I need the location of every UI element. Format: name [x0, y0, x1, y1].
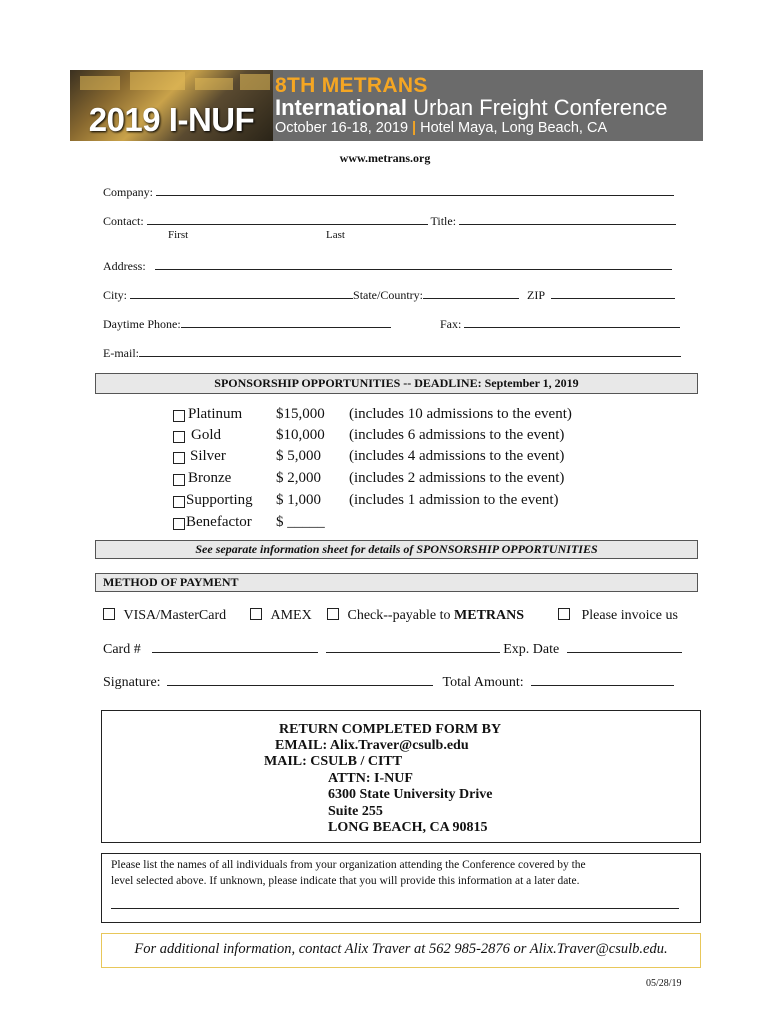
bronze-checkbox[interactable]	[173, 474, 185, 486]
signature-row	[103, 674, 674, 691]
zip-label: ZIP	[527, 288, 545, 302]
fax-label: Fax:	[440, 317, 462, 331]
city-row	[103, 287, 675, 303]
phone-row	[103, 316, 391, 332]
fax-field[interactable]	[464, 316, 680, 328]
email-row	[103, 345, 681, 361]
return-email: EMAIL: Alix.Traver@csulb.edu	[275, 738, 469, 753]
gold-checkbox[interactable]	[173, 431, 185, 443]
signature-field[interactable]	[167, 674, 433, 686]
signature-label: Signature:	[103, 675, 161, 690]
tier-name: Gold	[191, 427, 221, 443]
attendee-names-box	[101, 853, 701, 923]
tier-row	[0, 470, 770, 492]
total-amount-field[interactable]	[531, 674, 674, 686]
amex-option[interactable]	[250, 608, 312, 624]
supporting-checkbox[interactable]	[173, 496, 185, 508]
tier-price: $ 2,000	[276, 470, 321, 486]
tier-row	[0, 492, 770, 514]
exp-date-field[interactable]	[567, 641, 682, 653]
sponsorship-tiers	[0, 406, 770, 538]
platinum-checkbox[interactable]	[173, 410, 185, 422]
contact-info-text: For additional information, contact Alix Traver at 562 985-2876 or Alix.Traver@csulb.edu.	[134, 941, 668, 957]
tier-description: (includes 6 admissions to the event)	[349, 427, 565, 443]
address-field[interactable]	[155, 258, 672, 270]
contact-label: Contact:	[103, 214, 144, 228]
return-attn: ATTN: I-NUF	[328, 771, 413, 786]
tier-name: Benefactor	[186, 514, 252, 530]
company-label: Company:	[103, 185, 153, 199]
banner-conference-name: International Urban Freight Conference	[275, 95, 668, 120]
amex-checkbox[interactable]	[250, 608, 262, 620]
city-label: City:	[103, 288, 128, 302]
attendee-names-field[interactable]	[111, 908, 679, 909]
state-country-field[interactable]	[423, 287, 519, 299]
website-url: www.metrans.org	[339, 151, 431, 165]
title-field[interactable]	[459, 213, 676, 225]
company-row	[103, 184, 674, 200]
card-row	[103, 641, 682, 658]
amex-label: AMEX	[270, 608, 312, 623]
contact-field[interactable]	[147, 213, 428, 225]
return-instructions-box	[101, 710, 701, 843]
names-instructions-2: level selected above. If unknown, please indicate that you will provide this information at a later date.	[111, 875, 580, 887]
company-field[interactable]	[156, 184, 674, 196]
visa-checkbox[interactable]	[103, 608, 115, 620]
tier-name: Supporting	[186, 492, 253, 508]
card-number-field-1[interactable]	[152, 641, 318, 653]
visa-label: VISA/MasterCard	[123, 608, 227, 623]
names-instructions-1: Please list the names of all individuals from your organization attending the Conference covered by the	[111, 859, 586, 871]
tier-price: $ 1,000	[276, 492, 321, 508]
benefactor-amount-field[interactable]: $ _____	[276, 514, 325, 530]
tier-name: Bronze	[188, 470, 232, 486]
check-checkbox[interactable]	[327, 608, 339, 620]
contact-row	[103, 213, 676, 229]
state-country-label: State/Country:	[353, 288, 424, 302]
visa-option[interactable]	[103, 608, 226, 624]
first-name-label: First	[168, 229, 189, 241]
title-label: Title:	[430, 214, 457, 228]
tier-description: (includes 4 admissions to the event)	[349, 448, 565, 464]
check-label: Check--payable to METRANS	[347, 608, 525, 623]
conference-banner	[70, 70, 703, 141]
tier-row	[0, 514, 770, 536]
last-name-label: Last	[326, 229, 345, 241]
city-field[interactable]	[130, 287, 353, 299]
contact-info-box	[101, 933, 701, 968]
banner-dates-venue: October 16-18, 2019 | Hotel Maya, Long Beach, CA	[275, 120, 608, 136]
address-label: Address:	[103, 259, 146, 273]
return-mail: MAIL: CSULB / CITT	[264, 754, 403, 769]
invoice-option[interactable]	[558, 608, 678, 624]
exp-date-label: Exp. Date	[503, 642, 560, 657]
return-street: 6300 State University Drive	[328, 787, 493, 802]
tier-description: (includes 1 admission to the event)	[349, 492, 559, 508]
zip-field[interactable]	[551, 287, 675, 299]
return-suite: Suite 255	[328, 804, 383, 819]
invoice-label: Please invoice us	[581, 608, 678, 623]
card-number-field-2[interactable]	[326, 641, 500, 653]
banner-edition: 8TH METRANS	[275, 74, 428, 97]
total-amount-label: Total Amount:	[442, 675, 524, 690]
email-label: E-mail:	[103, 346, 139, 360]
tier-name: Platinum	[188, 406, 243, 422]
invoice-checkbox[interactable]	[558, 608, 570, 620]
tier-row	[0, 427, 770, 449]
check-option[interactable]	[327, 608, 524, 624]
tier-price: $10,000	[276, 427, 325, 443]
tier-description: (includes 2 admissions to the event)	[349, 470, 565, 486]
return-heading: RETURN COMPLETED FORM BY	[279, 722, 502, 737]
sponsorship-note: See separate information sheet for details of SPONSORSHIP OPPORTUNITIES	[95, 540, 698, 559]
revision-date: 05/28/19	[646, 978, 682, 989]
banner-year-title: 2019 I-NUF	[88, 101, 255, 138]
daytime-phone-field[interactable]	[181, 316, 391, 328]
tier-description: (includes 10 admissions to the event)	[349, 406, 572, 422]
address-row	[103, 258, 672, 274]
tier-row	[0, 448, 770, 470]
email-field[interactable]	[139, 345, 681, 357]
return-city: LONG BEACH, CA 90815	[328, 820, 488, 835]
tier-row	[0, 406, 770, 428]
tier-name: Silver	[190, 448, 226, 464]
card-number-label: Card #	[103, 642, 141, 657]
payment-header: METHOD OF PAYMENT	[95, 573, 698, 592]
sponsorship-header: SPONSORSHIP OPPORTUNITIES -- DEADLINE: September 1, 2019	[95, 373, 698, 394]
benefactor-checkbox[interactable]	[173, 518, 185, 530]
tier-price: $ 5,000	[276, 448, 321, 464]
tier-price: $15,000	[276, 406, 325, 422]
fax-row	[440, 316, 680, 332]
silver-checkbox[interactable]	[173, 452, 185, 464]
daytime-phone-label: Daytime Phone:	[103, 317, 181, 331]
